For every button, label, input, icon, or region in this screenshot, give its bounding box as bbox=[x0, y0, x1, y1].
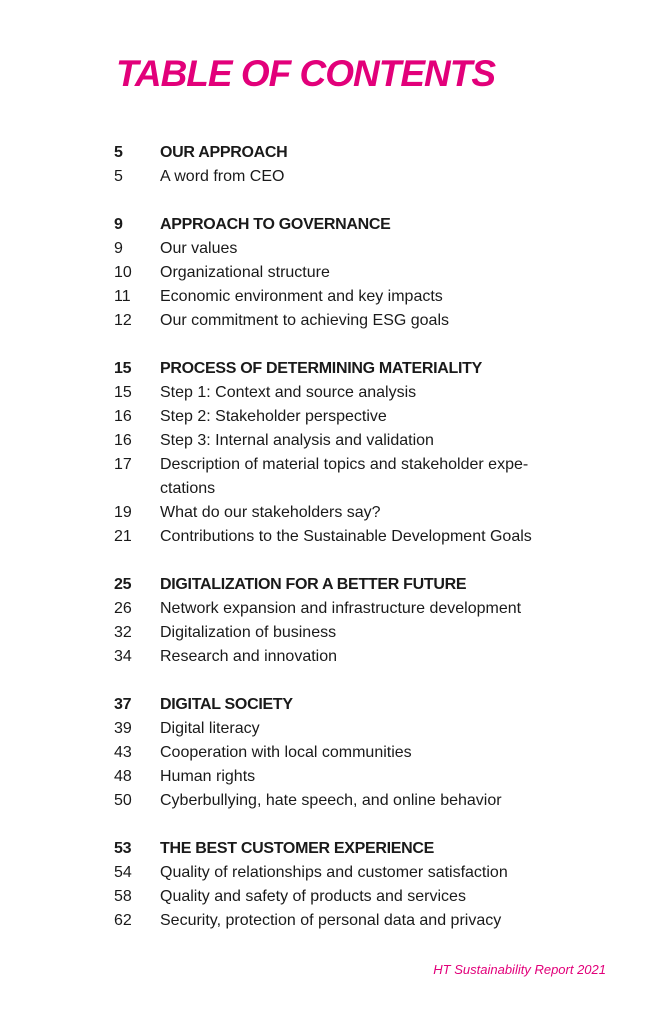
toc-section bbox=[114, 693, 564, 813]
entry-page-number: 62 bbox=[114, 912, 132, 929]
entry-page-number: 17 bbox=[114, 456, 132, 473]
entry-page-number: 34 bbox=[114, 648, 132, 665]
toc-entry[interactable] bbox=[114, 765, 564, 789]
entry-page-number: 19 bbox=[114, 504, 132, 521]
toc-entry[interactable] bbox=[114, 909, 564, 933]
entry-page-number: 32 bbox=[114, 624, 132, 641]
entry-label: Economic environment and key impacts bbox=[160, 288, 443, 305]
toc-entry[interactable] bbox=[114, 525, 564, 549]
toc-entry[interactable] bbox=[114, 501, 564, 525]
entry-label: Step 3: Internal analysis and validation bbox=[160, 432, 434, 449]
section-title: OUR APPROACH bbox=[160, 144, 288, 161]
section-heading[interactable] bbox=[114, 837, 564, 861]
toc-section bbox=[114, 141, 564, 189]
entry-label: Network expansion and infrastructure development bbox=[160, 600, 522, 617]
toc-section bbox=[114, 837, 564, 933]
entry-label: Security, protection of personal data and privacy bbox=[160, 912, 502, 929]
section-page-number: 15 bbox=[114, 360, 132, 377]
toc-entry[interactable] bbox=[114, 717, 564, 741]
page-title: TABLE OF CONTENTS bbox=[116, 53, 496, 94]
toc-entry[interactable] bbox=[114, 741, 564, 765]
toc-entry[interactable] bbox=[114, 237, 564, 261]
toc-entry[interactable] bbox=[114, 645, 564, 669]
section-heading[interactable] bbox=[114, 357, 564, 381]
entry-label: Human rights bbox=[160, 768, 256, 785]
toc-entry[interactable] bbox=[114, 285, 564, 309]
section-title: APPROACH TO GOVERNANCE bbox=[160, 216, 391, 233]
section-title: DIGITALIZATION FOR A BETTER FUTURE bbox=[160, 576, 467, 593]
toc-entry[interactable] bbox=[114, 165, 564, 189]
section-page-number: 5 bbox=[114, 144, 123, 161]
entry-page-number: 50 bbox=[114, 792, 132, 809]
section-heading[interactable] bbox=[114, 573, 564, 597]
section-heading[interactable] bbox=[114, 213, 564, 237]
entry-label: Research and innovation bbox=[160, 648, 338, 665]
toc-entry[interactable] bbox=[114, 597, 564, 621]
toc-entry[interactable] bbox=[114, 861, 564, 885]
toc-entry[interactable] bbox=[114, 405, 564, 429]
entry-label: Digitalization of business bbox=[160, 624, 337, 641]
entry-page-number: 26 bbox=[114, 600, 132, 617]
entry-page-number: 9 bbox=[114, 240, 123, 257]
section-title: PROCESS OF DETERMINING MATERIALITY bbox=[160, 360, 482, 377]
section-page-number: 9 bbox=[114, 216, 123, 233]
section-page-number: 53 bbox=[114, 840, 132, 857]
entry-label: Our values bbox=[160, 240, 238, 257]
entry-label: Cyberbullying, hate speech, and online behavior bbox=[160, 792, 502, 809]
toc-entry[interactable] bbox=[114, 453, 564, 501]
section-heading[interactable] bbox=[114, 141, 564, 165]
entry-page-number: 48 bbox=[114, 768, 132, 785]
entry-label: A word from CEO bbox=[160, 168, 285, 185]
toc-entry[interactable] bbox=[114, 261, 564, 285]
footer-report-title: HT Sustainability Report 2021 bbox=[433, 962, 606, 977]
section-title: THE BEST CUSTOMER EXPERIENCE bbox=[160, 840, 435, 857]
toc-entry[interactable] bbox=[114, 381, 564, 405]
entry-label: Contributions to the Sustainable Development Goals bbox=[160, 528, 532, 545]
entry-label: Cooperation with local communities bbox=[160, 744, 412, 761]
section-page-number: 25 bbox=[114, 576, 132, 593]
toc-section bbox=[114, 357, 564, 549]
section-title: DIGITAL SOCIETY bbox=[160, 696, 293, 713]
toc-entry[interactable] bbox=[114, 885, 564, 909]
entry-page-number: 21 bbox=[114, 528, 132, 545]
entry-label: Step 1: Context and source analysis bbox=[160, 384, 417, 401]
table-of-contents bbox=[114, 141, 564, 957]
entry-label: Quality of relationships and customer satisfaction bbox=[160, 864, 508, 881]
entry-label: Description of material topics and stakeholder expe-ctations bbox=[160, 456, 529, 497]
entry-page-number: 58 bbox=[114, 888, 132, 905]
toc-entry[interactable] bbox=[114, 789, 564, 813]
entry-label: Step 2: Stakeholder perspective bbox=[160, 408, 387, 425]
entry-page-number: 39 bbox=[114, 720, 132, 737]
entry-label: Our commitment to achieving ESG goals bbox=[160, 312, 450, 329]
section-heading[interactable] bbox=[114, 693, 564, 717]
entry-page-number: 16 bbox=[114, 432, 132, 449]
entry-page-number: 43 bbox=[114, 744, 132, 761]
entry-label: What do our stakeholders say? bbox=[160, 504, 381, 521]
toc-entry[interactable] bbox=[114, 309, 564, 333]
entry-page-number: 16 bbox=[114, 408, 132, 425]
entry-label: Organizational structure bbox=[160, 264, 330, 281]
toc-section bbox=[114, 573, 564, 669]
entry-page-number: 5 bbox=[114, 168, 123, 185]
entry-page-number: 11 bbox=[114, 288, 131, 305]
entry-page-number: 10 bbox=[114, 264, 132, 281]
toc-entry[interactable] bbox=[114, 621, 564, 645]
section-page-number: 37 bbox=[114, 696, 132, 713]
entry-page-number: 12 bbox=[114, 312, 132, 329]
toc-entry[interactable] bbox=[114, 429, 564, 453]
entry-page-number: 54 bbox=[114, 864, 132, 881]
entry-page-number: 15 bbox=[114, 384, 132, 401]
entry-label: Quality and safety of products and services bbox=[160, 888, 466, 905]
entry-label: Digital literacy bbox=[160, 720, 260, 737]
toc-section bbox=[114, 213, 564, 333]
